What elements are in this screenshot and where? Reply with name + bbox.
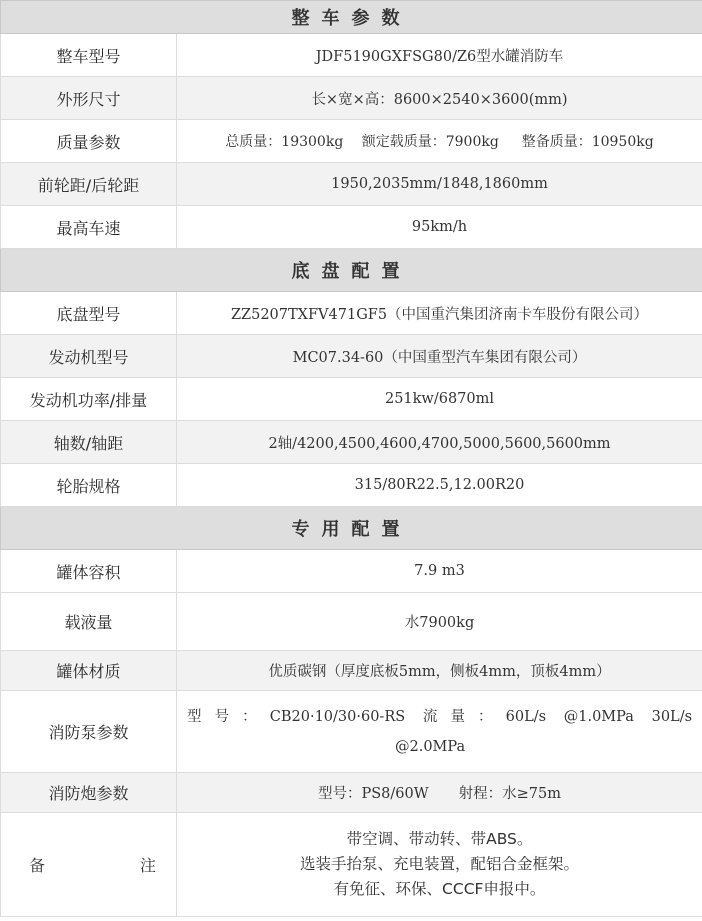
spec-label: 消防炮参数 <box>1 773 177 813</box>
spec-value: 长×宽×高：8600×2540×3600(mm) <box>177 77 702 120</box>
section-title-vehicle: 整车参数 <box>1 1 702 34</box>
spec-value: 1950,2035mm/1848,1860mm <box>177 163 702 206</box>
spec-row-model <box>1 34 702 77</box>
spec-value: 315/80R22.5,12.00R20 <box>177 464 702 507</box>
spec-row-tank-volume <box>1 550 702 593</box>
spec-label: 质量参数 <box>1 120 177 163</box>
spec-label: 轮胎规格 <box>1 464 177 507</box>
pump-model: 型号：CB20·10/30·60-RS <box>187 708 406 725</box>
spec-label: 整车型号 <box>1 34 177 77</box>
spec-label: 前轮距/后轮距 <box>1 163 177 206</box>
spec-row-monitor <box>1 773 702 813</box>
spec-label: 罐体材质 <box>1 651 177 691</box>
spec-label: 最高车速 <box>1 206 177 249</box>
spec-value: MC07.34-60（中国重型汽车集团有限公司） <box>177 335 702 378</box>
spec-row-mass <box>1 120 702 163</box>
spec-label: 罐体容积 <box>1 550 177 593</box>
spec-value: JDF5190GXFSG80/Z6型水罐消防车 <box>177 34 702 77</box>
spec-value: 2轴/4200,4500,4600,4700,5000,5600,5600mm <box>177 421 702 464</box>
spec-label: 发动机功率/排量 <box>1 378 177 421</box>
spec-label: 轴数/轴距 <box>1 421 177 464</box>
spec-value: 总质量：19300kg 额定载质量：7900kg 整备质量：10950kg <box>177 120 702 163</box>
pump-flow-2: 30L/s <box>651 708 693 725</box>
spec-row-track <box>1 163 702 206</box>
remark-line-3: 有免征、环保、CCCF申报中。 <box>333 880 546 898</box>
monitor-range: 射程：水≥75m <box>458 786 561 802</box>
spec-value: 7.9 m3 <box>177 550 702 593</box>
spec-label: 载液量 <box>1 593 177 651</box>
spec-label: 外形尺寸 <box>1 77 177 120</box>
spec-row-pump <box>1 691 702 773</box>
remark-line-1: 带空调、带动转、带ABS。 <box>346 830 533 848</box>
spec-value: ZZ5207TXFV471GF5（中国重汽集团济南卡车股份有限公司） <box>177 292 702 335</box>
spec-row-engine-power <box>1 378 702 421</box>
spec-value-pump <box>177 691 702 773</box>
spec-label: 底盘型号 <box>1 292 177 335</box>
pump-line-1 <box>187 702 692 732</box>
spec-row-speed <box>1 206 702 249</box>
remark-line-2: 选装手抬泵、充电装置，配铝合金框架。 <box>299 855 579 873</box>
spec-value: 95km/h <box>177 206 702 249</box>
pump-flow: 流量：60L/s @1.0MPa <box>422 708 634 725</box>
spec-row-axles <box>1 421 702 464</box>
spec-row-remarks <box>1 813 702 917</box>
spec-value: 优质碳钢（厚度底板5mm，侧板4mm，顶板4mm） <box>177 651 702 691</box>
remarks-label-b: 注 <box>139 856 156 875</box>
spec-value: 水7900kg <box>177 593 702 651</box>
monitor-model: 型号：PS8/60W <box>317 786 429 802</box>
remarks-label <box>1 813 177 917</box>
section-header-vehicle <box>1 1 702 34</box>
spec-value-monitor <box>177 773 702 813</box>
spec-label: 发动机型号 <box>1 335 177 378</box>
remarks-label-a: 备 <box>29 856 46 875</box>
section-header-chassis <box>1 249 702 292</box>
section-header-special <box>1 507 702 550</box>
spec-label: 消防泵参数 <box>1 691 177 773</box>
spec-row-engine-model <box>1 335 702 378</box>
remarks-value <box>177 813 702 917</box>
spec-value: 251kw/6870ml <box>177 378 702 421</box>
section-title-chassis: 底盘配置 <box>1 249 702 292</box>
section-title-special: 专用配置 <box>1 507 702 550</box>
spec-row-material <box>1 651 702 691</box>
pump-flow-2-pressure: @2.0MPa <box>395 738 466 755</box>
spec-row-tires <box>1 464 702 507</box>
spec-row-load <box>1 593 702 651</box>
spec-row-dimensions <box>1 77 702 120</box>
spec-row-chassis-model <box>1 292 702 335</box>
